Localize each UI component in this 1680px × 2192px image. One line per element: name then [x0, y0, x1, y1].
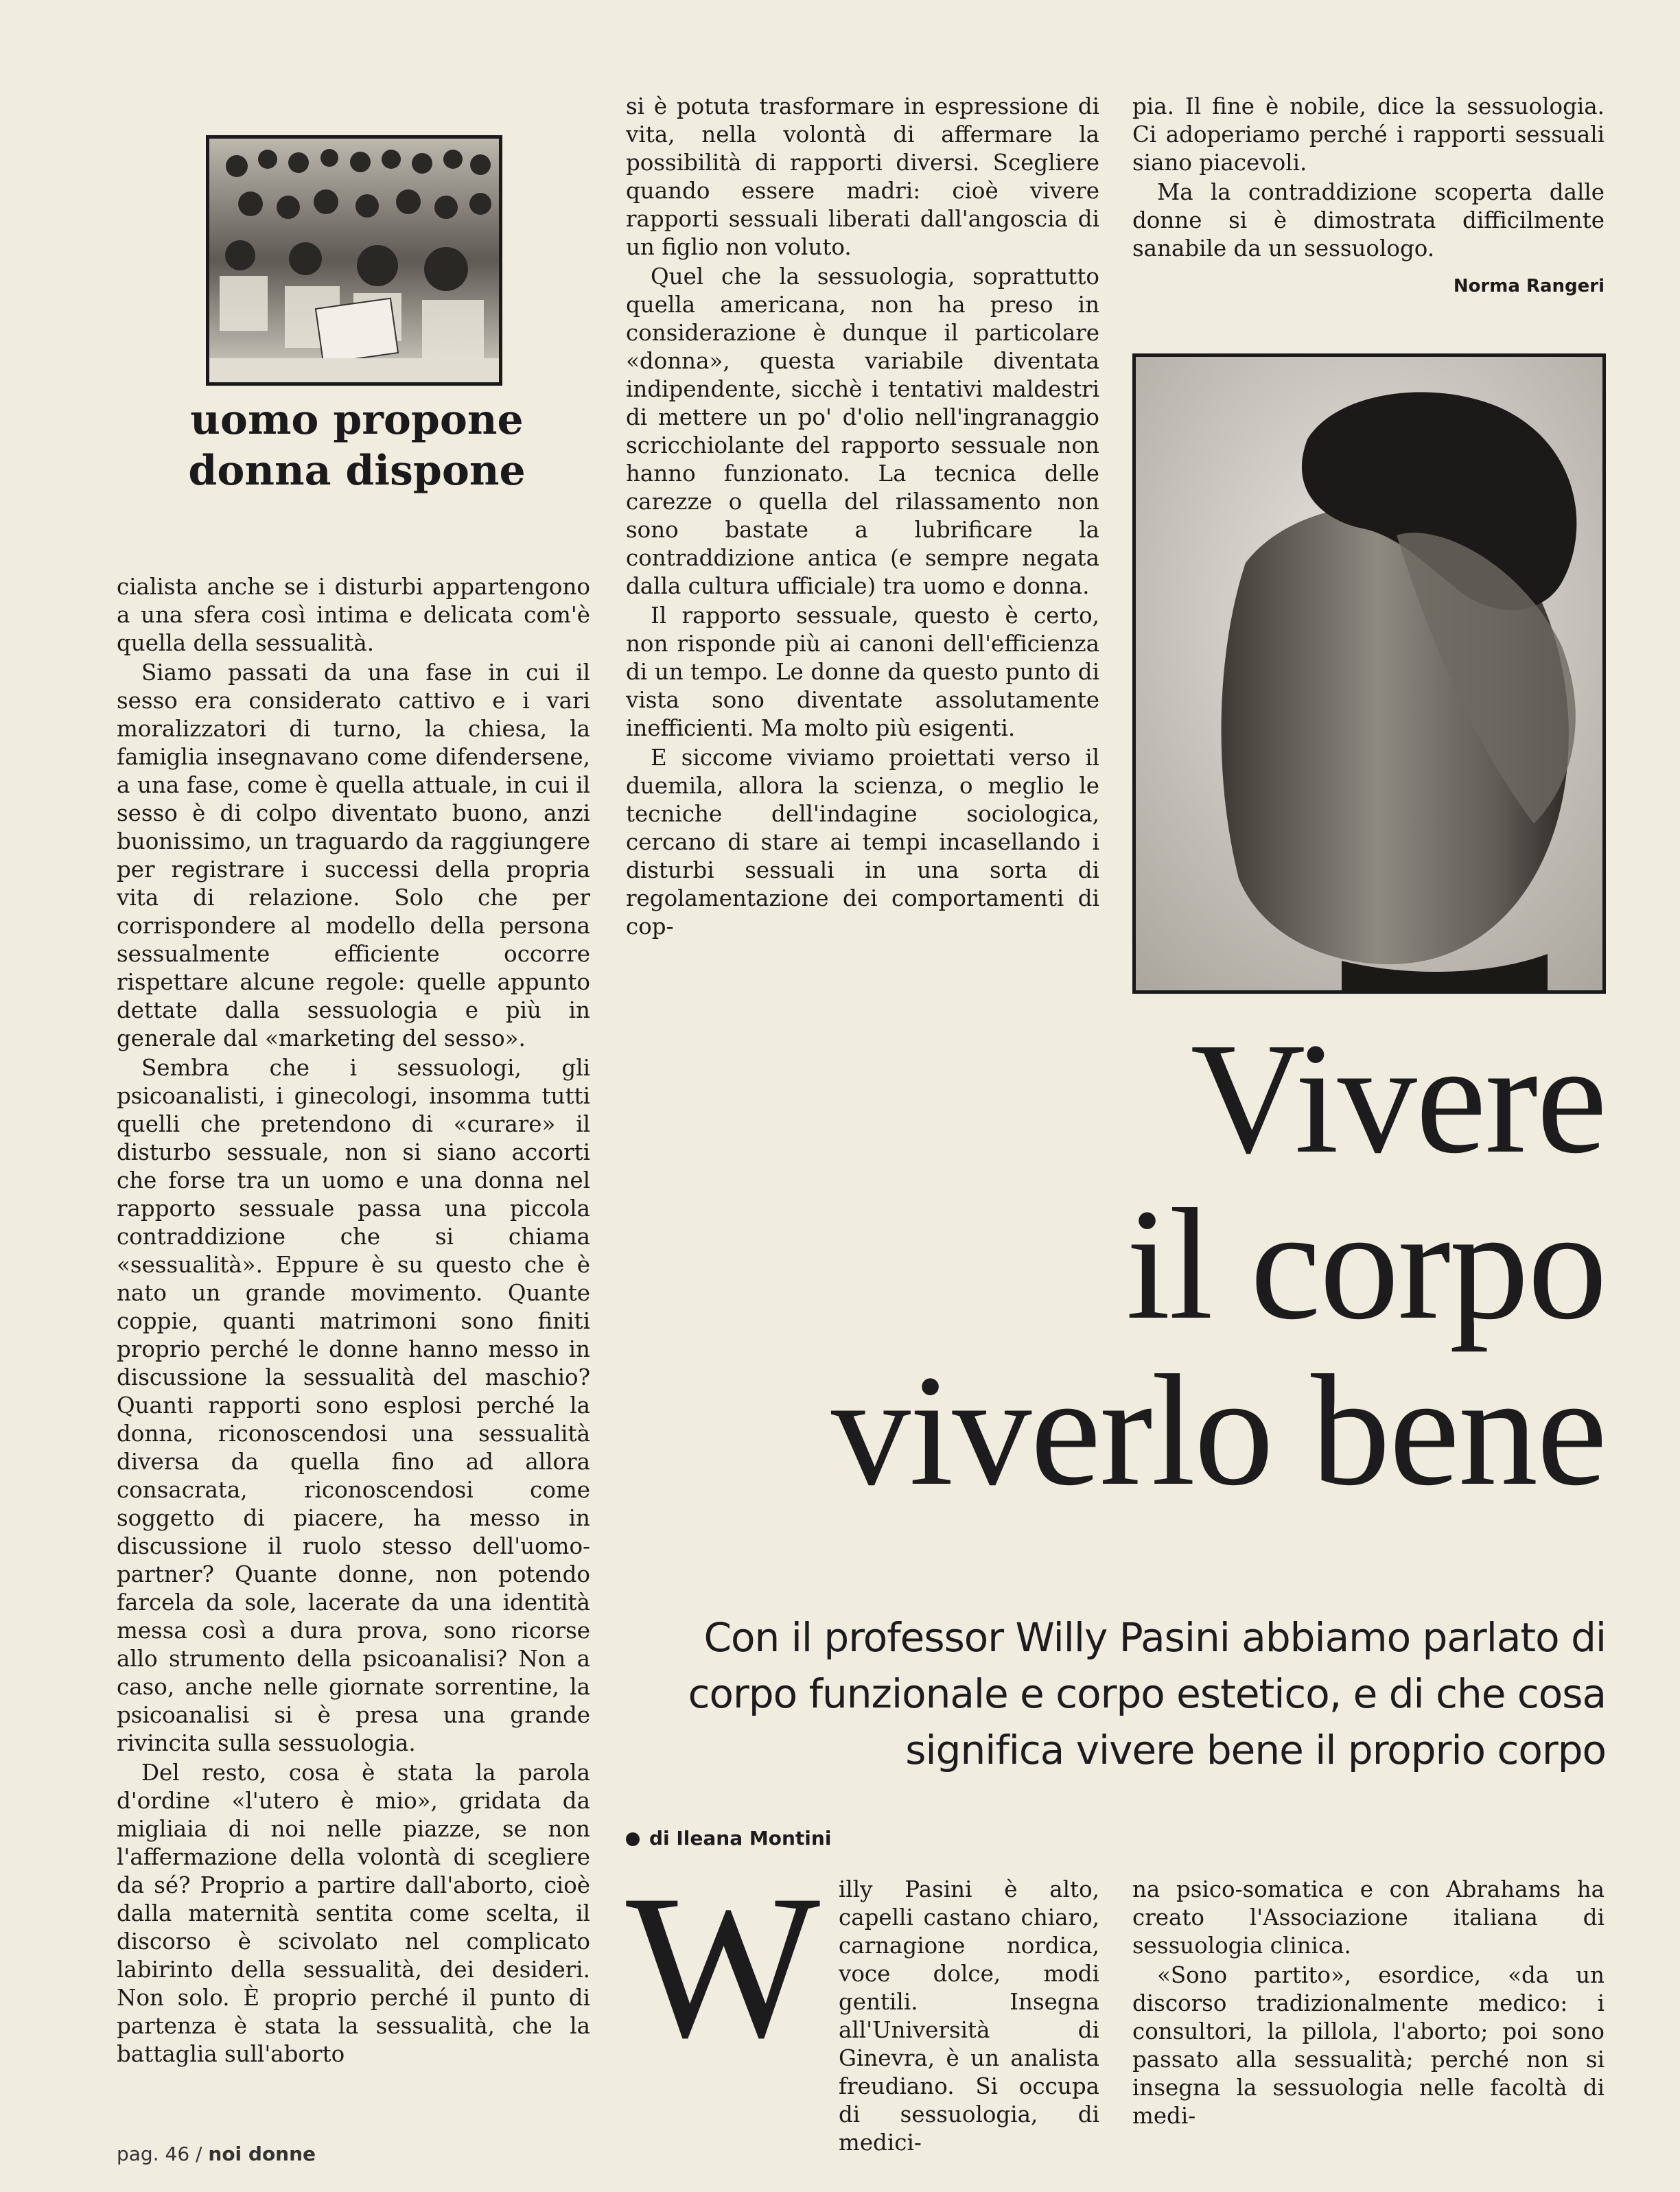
subhead — [178, 395, 535, 496]
paragraph: «Sono partito», esordice, «da un discorso tradizionalmente medico: i consultori, la pillola, l'aborto; poi sono passato alla sessualità; perché non si insegna la sessuologia nelle facoltà di medi- — [1132, 1962, 1605, 2129]
paragraph: Siamo passati da una fase in cui il sesso era considerato cattivo e i vari moralizzatori di turno, la chiesa, la famiglia insegnavano come difendersene, a una fase, come è quella attuale, in cui il sesso è di colpo diventato buono, anzi buonissimo, un traguardo da raggiungere per registrare i successi della propria vita di relazione. Solo che per corrispondere al modello della persona sessualmente efficiente occorre rispettare alcune regole: quelle appunto dettate dalla sessuologia e più in generale dal «marketing del sesso». — [117, 660, 590, 1051]
deck-line-1: Con il professor Willy Pasini abbiamo parlato di — [703, 1614, 1606, 1661]
paragraph: Quel che la sessuologia, soprattutto quella americana, non ha preso in considerazione è dunque il particolare «donna», questa variabile diventata indipendente, sicchè i tentativi maldestri di mettere un po' d'olio nell'ingranaggio scricchiolante del rapporto sessuale non hanno funzionato. La tecnica delle carezze o quella del rilassamento non sono bastate a lubrificare la contraddizione antica (e sempre negata dalla cultura ufficiale) tra uomo e donna. — [626, 264, 1099, 599]
paragraph: illy Pasini è alto, capelli castano chiaro, carnagione nordica, voce dolce, modi gentili. Insegna all'Università di Ginevra, è un analista freudiano. Si occupa di sessuologia, di medici- — [839, 1876, 1099, 2156]
interview-column-1 — [839, 1876, 1099, 2157]
paragraph: Del resto, cosa è stata la parola d'ordine «l'utero è mio», gridata da migliaia di noi nelle piazze, se non l'affermazione della volontà di scegliere da sé? Proprio a partire dall'aborto, cioè dalla maternità sentita come scelta, il discorso è scivolato nel complicato labirinto della sessualità, dei desideri. Non solo. È proprio perché il punto di partenza è stata la sessualità, che la battaglia sull'aborto — [117, 1760, 590, 2067]
page-footer — [117, 2143, 316, 2165]
paragraph: Il rapporto sessuale, questo è certo, non risponde più ai canoni dell'efficienza di un tempo. Le donne da questo punto di vista sono diventate assolutamente inefficienti. Ma molto più esigenti. — [626, 603, 1099, 741]
figure-photo-image — [1136, 357, 1602, 990]
figure-photo — [1132, 353, 1606, 994]
column-3 — [1132, 93, 1605, 264]
paragraph: cialista anche se i disturbi appartengono a una sfera così intima e delicata com'è quella della sessualità. — [117, 574, 590, 656]
deck-line-2: corpo funzionale e corpo estetico, e di che cosa — [688, 1670, 1606, 1717]
magazine-name: noi donne — [208, 2143, 316, 2165]
subhead-line-1: uomo propone — [190, 396, 524, 444]
deck-line-3: significa vivere bene il proprio corpo — [905, 1727, 1606, 1773]
author-signature: Norma Rangeri — [1453, 276, 1605, 296]
crowd-photo — [206, 135, 502, 386]
deck — [604, 1609, 1606, 1778]
folio-separator: / — [196, 2143, 202, 2165]
paragraph: Ma la contraddizione scoperta dalle donne si è dimostrata difficilmente sanabile da un sessuologo. — [1132, 179, 1605, 261]
paragraph: si è potuta trasformare in espressione di vita, nella volontà di affermare la possibilità di rapporti diversi. Scegliere quando essere madri: cioè vivere rapporti sessuali liberati dall'angoscia di un figlio non voluto. — [626, 93, 1099, 260]
interview-column-2 — [1132, 1876, 1605, 2132]
bullet-icon — [626, 1832, 640, 1846]
headline-line-1: Vivere — [1190, 1010, 1606, 1187]
headline — [549, 1010, 1606, 1519]
column-1 — [117, 573, 590, 2070]
paragraph: na psico-somatica e con Abrahams ha creato l'Associazione italiana di sessuologia clinica. — [1132, 1876, 1605, 1959]
byline — [626, 1827, 831, 1850]
column-2 — [626, 93, 1099, 942]
page-number: pag. 46 — [117, 2143, 190, 2165]
byline-text: di Ileana Montini — [649, 1827, 832, 1850]
headline-line-2: il corpo — [1125, 1176, 1606, 1353]
paragraph: Sembra che i sessuologi, gli psicoanalisti, i ginecologi, insomma tutti quelli che pretendono di «curare» il disturbo sessuale, non si siano accorti che forse tra un uomo e una donna nel rapporto sessuale passa una piccola contraddizione che si chiama «sessualità». Eppure è su questo che è nato un grande movimento. Quante coppie, quanti matrimoni sono finiti proprio perché le donne hanno messo in discussione la sessualità del maschio? Quanti rapporti sono esplosi perché la donna, riconoscendosi una sessualità diversa da quella fino ad allora consacrata, riconoscendosi come soggetto di piacere, ha messo in discussione il ruolo stesso dell'uomo-partner? Quante donne, non potendo farcela da sole, lacerate da una identità messa così a dura prova, sono ricorse allo strumento della psicoanalisi? Non a caso, anche nelle giornate sorrentine, la psicoanalisi si è presa una grande rivincita sulla sessuologia. — [117, 1055, 590, 1756]
paragraph: E siccome viviamo proiettati verso il duemila, allora la scienza, o meglio le tecniche dell'indagine sociologica, cercano di stare ai tempi incasellando i disturbi sessuali in una sorta di regolamentazione dei comportamenti di cop- — [626, 745, 1099, 940]
crowd-photo-image — [209, 139, 499, 382]
headline-line-3: viverlo bene — [830, 1342, 1606, 1519]
drop-cap: W — [626, 1852, 821, 2080]
subhead-line-2: donna dispone — [188, 447, 526, 495]
paragraph: pia. Il fine è nobile, dice la sessuologia. Ci adoperiamo perché i rapporti sessuali siano piacevoli. — [1132, 93, 1605, 176]
